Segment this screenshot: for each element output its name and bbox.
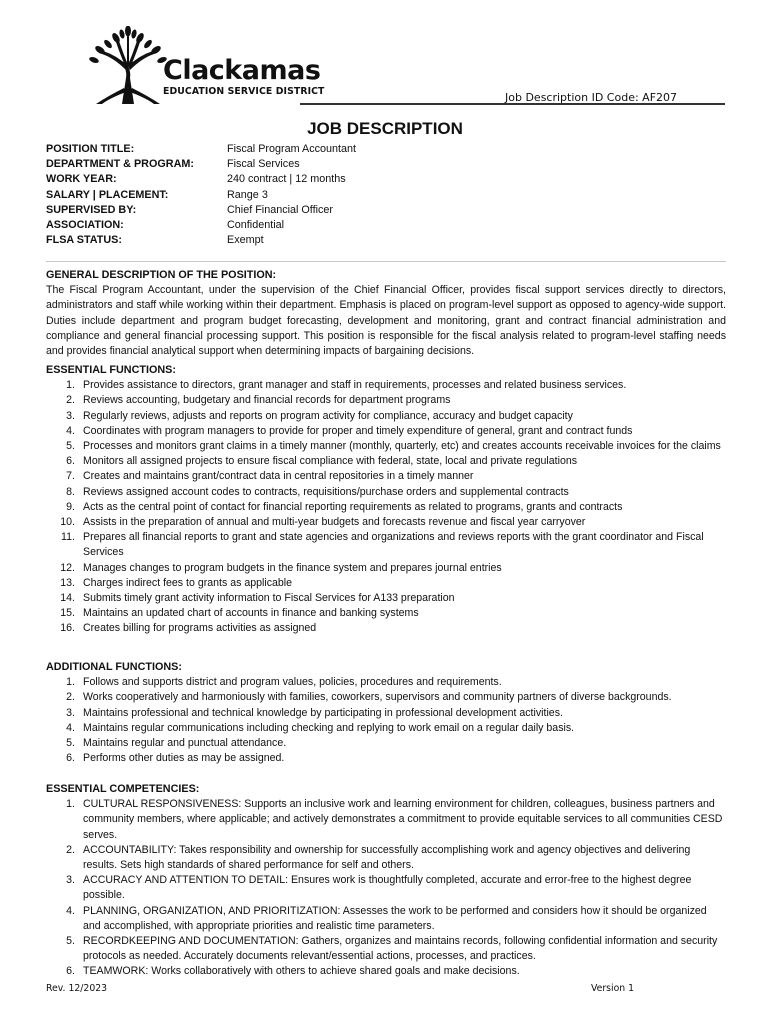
position-row xyxy=(46,141,356,156)
essential-competencies-section xyxy=(46,782,726,980)
position-label: POSITION TITLE: xyxy=(46,142,135,155)
list-item xyxy=(46,964,726,979)
item-number: 4. xyxy=(66,721,75,734)
competencies-list xyxy=(46,797,726,979)
item-number: 1. xyxy=(66,379,75,392)
general-description-text: The Fiscal Program Accountant, under the supervision of the Chief Financial Officer, provides fiscal support services directly to directors, administrators and staff while working within their department. Emphasis is placed on program-level support as opposed to agency-wide support. Duties include department and program budget forecasting, development and monitoring, grant and contract financial administration and compliance and general financial processing support. This position is responsible for the fiscal analysis related to program-level staffing needs and provides financial analytical support when determining impacts of bargaining decisions. xyxy=(46,284,726,358)
position-row xyxy=(46,233,356,248)
essential-functions-section xyxy=(46,363,726,637)
position-row xyxy=(46,217,356,232)
item-text: RECORDKEEPING AND DOCUMENTATION: Gathers, organizes and maintains records, following confidential information and security protocols as needed. Accurately documents relevant/essential actions, processes, and practices. xyxy=(83,935,718,963)
list-item xyxy=(46,409,726,424)
logo-name: Clackamas xyxy=(163,55,321,86)
position-label: FLSA STATUS: xyxy=(46,234,122,247)
item-text: Assists in the preparation of annual and multi-year budgets and forecasts revenue and fiscal year carryover xyxy=(83,516,586,529)
list-item xyxy=(46,621,726,636)
position-value: Confidential xyxy=(227,219,285,232)
item-text: Regularly reviews, adjusts and reports on program activity for compliance, accuracy and budget capacity xyxy=(83,409,573,422)
list-item xyxy=(46,439,726,454)
position-row xyxy=(46,172,356,187)
item-text: Submits timely grant activity information to Fiscal Services for A133 preparation xyxy=(83,592,455,605)
item-text: Creates and maintains grant/contract data in central repositories in a timely manner xyxy=(83,470,474,483)
item-number: 2. xyxy=(66,691,75,704)
item-number: 6. xyxy=(66,965,75,978)
item-text: Reviews assigned account codes to contracts, requisitions/purchase orders and supplemental contracts xyxy=(83,485,569,498)
list-item xyxy=(46,378,726,393)
list-item xyxy=(46,721,726,736)
item-number: 3. xyxy=(66,409,75,422)
list-item xyxy=(46,934,726,964)
item-number: 3. xyxy=(66,706,75,719)
item-text: Acts as the central point of contact for financial reporting requirements as related to programs, grants and contracts xyxy=(83,500,623,513)
list-item xyxy=(46,469,726,484)
general-description-section xyxy=(46,268,726,359)
position-row xyxy=(46,202,356,217)
list-item xyxy=(46,393,726,408)
logo-subtitle: EDUCATION SERVICE DISTRICT xyxy=(163,86,325,97)
list-item xyxy=(46,591,726,606)
item-number: 3. xyxy=(66,874,75,887)
item-number: 1. xyxy=(66,676,75,689)
item-number: 1. xyxy=(66,798,75,811)
item-number: 4. xyxy=(66,904,75,917)
item-number: 10. xyxy=(60,516,75,529)
item-text: Monitors all assigned projects to ensure fiscal compliance with federal, state, local and private regulations xyxy=(83,455,578,468)
item-number: 6. xyxy=(66,455,75,468)
position-value: Chief Financial Officer xyxy=(227,203,334,216)
item-number: 6. xyxy=(66,752,75,765)
item-text: TEAMWORK: Works collaboratively with others to achieve shared goals and make decisions. xyxy=(83,965,520,978)
list-item xyxy=(46,690,726,705)
position-label: SALARY | PLACEMENT: xyxy=(46,188,169,201)
item-text: CULTURAL RESPONSIVENESS: Supports an inclusive work and learning environment for children, colleagues, business partners and community members, where applicable; and actively demonstrates a commitment to provide equitable services to all communities CESD serves. xyxy=(83,798,723,841)
position-value: 240 contract | 12 months xyxy=(227,173,346,186)
list-item xyxy=(46,706,726,721)
item-text: Maintains regular and punctual attendance. xyxy=(83,737,287,750)
essential-functions-list xyxy=(46,378,726,636)
list-item xyxy=(46,454,726,469)
item-text: Provides assistance to directors, grant manager and staff in requirements, processes and related business services. xyxy=(83,379,627,392)
list-item xyxy=(46,843,726,873)
item-number: 16. xyxy=(60,622,75,635)
list-item xyxy=(46,424,726,439)
list-item xyxy=(46,576,726,591)
position-label: ASSOCIATION: xyxy=(46,219,124,232)
position-label: WORK YEAR: xyxy=(46,173,117,186)
list-item xyxy=(46,515,726,530)
item-number: 5. xyxy=(66,737,75,750)
list-item xyxy=(46,561,726,576)
position-table xyxy=(46,141,356,248)
list-item xyxy=(46,797,726,843)
position-label: SUPERVISED BY: xyxy=(46,203,137,216)
position-value: Range 3 xyxy=(227,188,268,201)
item-number: 2. xyxy=(66,394,75,407)
list-item xyxy=(46,873,726,903)
item-text: Performs other duties as may be assigned. xyxy=(83,752,285,765)
job-id: Job Description ID Code: AF207 xyxy=(505,91,678,104)
item-number: 4. xyxy=(66,424,75,437)
position-row xyxy=(46,156,356,171)
item-number: 13. xyxy=(60,576,75,589)
section-heading: ESSENTIAL FUNCTIONS: xyxy=(46,364,176,376)
position-label: DEPARTMENT & PROGRAM: xyxy=(46,157,194,170)
list-item xyxy=(46,530,726,560)
item-text: Follows and supports district and program values, policies, procedures and requirements. xyxy=(83,676,502,689)
list-item xyxy=(46,904,726,934)
item-number: 12. xyxy=(60,561,75,574)
item-text: Maintains professional and technical knowledge by participating in professional development activities. xyxy=(83,706,563,719)
item-number: 2. xyxy=(66,843,75,856)
additional-functions-section xyxy=(46,660,726,766)
item-number: 9. xyxy=(66,500,75,513)
list-item xyxy=(46,500,726,515)
item-text: Creates billing for programs activities as assigned xyxy=(83,622,317,635)
position-value: Fiscal Program Accountant xyxy=(227,142,357,155)
item-number: 5. xyxy=(66,440,75,453)
item-text: ACCURACY AND ATTENTION TO DETAIL: Ensures work is thoughtfully completed, accurate and error-free to the highest degree possible. xyxy=(83,874,692,902)
item-text: Maintains an updated chart of accounts in finance and banking systems xyxy=(83,607,419,620)
position-value: Exempt xyxy=(227,234,264,247)
list-item xyxy=(46,675,726,690)
item-number: 7. xyxy=(66,470,75,483)
list-item xyxy=(46,606,726,621)
list-item xyxy=(46,751,726,766)
section-heading: ADDITIONAL FUNCTIONS: xyxy=(46,661,182,673)
item-text: Reviews accounting, budgetary and financial records for department programs xyxy=(83,394,451,407)
item-text: PLANNING, ORGANIZATION, AND PRIORITIZATION: Assesses the work to be performed and considers how it should be organized and accomplished, with appropriate priorities and realistic time parameters. xyxy=(83,904,707,932)
additional-functions-list xyxy=(46,675,726,766)
item-number: 11. xyxy=(61,531,75,544)
item-text: Maintains regular communications including checking and replying to work email on a regular daily basis. xyxy=(83,721,575,734)
page-title: JOB DESCRIPTION xyxy=(307,119,463,138)
item-number: 5. xyxy=(66,935,75,948)
item-text: Processes and monitors grant claims in a timely manner (monthly, quarterly, etc) and creates accounts receivable invoices for the claims xyxy=(83,440,721,453)
section-heading: GENERAL DESCRIPTION OF THE POSITION: xyxy=(46,269,277,281)
item-text: Manages changes to program budgets in the finance system and prepares journal entries xyxy=(83,561,502,574)
position-value: Fiscal Services xyxy=(227,157,300,170)
section-heading: ESSENTIAL COMPETENCIES: xyxy=(46,783,200,795)
item-text: ACCOUNTABILITY: Takes responsibility and ownership for successfully accomplishing work and agency objectives and delivering results. Sets high standards of shared performance for self and others. xyxy=(83,843,691,872)
item-text: Coordinates with program managers to provide for proper and timely expenditure of general, grant and contract funds xyxy=(83,424,633,437)
list-item xyxy=(46,736,726,751)
position-row xyxy=(46,187,356,202)
footer-revision: Rev. 12/2023 xyxy=(46,983,108,994)
section-divider xyxy=(46,261,726,262)
list-item xyxy=(46,485,726,500)
item-number: 15. xyxy=(60,607,75,620)
footer-version: Version 1 xyxy=(591,983,635,994)
item-number: 8. xyxy=(66,485,75,498)
item-text: Works cooperatively and harmoniously with families, coworkers, supervisors and community partners of diverse backgrounds. xyxy=(83,691,672,704)
item-text: Charges indirect fees to grants as applicable xyxy=(83,576,293,589)
item-number: 14. xyxy=(60,592,75,605)
item-text: Prepares all financial reports to grant and state agencies and organizations and reviews reports with the grant coordinator and Fiscal Services xyxy=(83,531,704,559)
